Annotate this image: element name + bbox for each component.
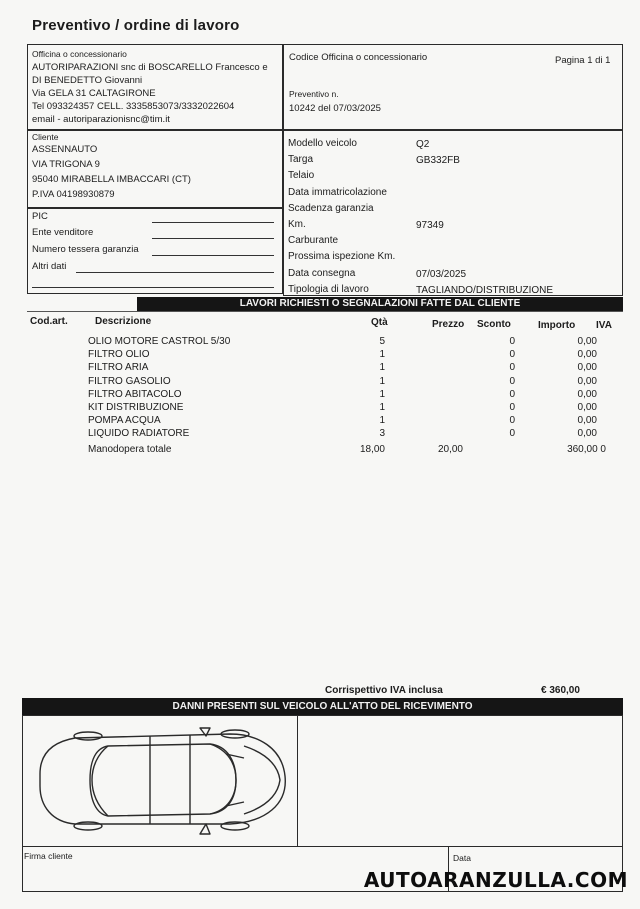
vehicle-field-label: Data immatricolazione [288,186,387,198]
work-item-amount: 0,00 [577,428,597,440]
work-item-row [0,427,640,440]
warranty-card-line [152,255,274,256]
pic-label: PIC [32,211,48,222]
work-section-title: LAVORI RICHIESTI O SEGNALAZIONI FATTE DAL CLIENTE [137,297,623,312]
quote-label: Preventivo n. [289,89,339,99]
work-item-amount: 0,00 [577,362,597,374]
labor-amount: 360,00 0 [567,444,606,455]
vehicle-field-label: Telaio [288,170,315,182]
vehicle-field-value: TAGLIANDO/DISTRIBUZIONE [416,284,554,296]
damages-bottom-rule [22,846,623,847]
work-item-row [0,414,640,427]
workshop-line: Tel 093324357 CELL. 3335853073/3332022604 [32,101,235,112]
client-line: ASSENNAUTO [32,144,98,155]
work-item-amount: 0,00 [577,349,597,361]
other-data-line-2 [32,287,274,288]
seller-line [152,238,274,239]
work-item-description: LIQUIDO RADIATORE [88,428,190,440]
labor-row [0,443,640,456]
work-item-discount: 0 [509,388,515,400]
vehicle-field-label: Carburante [288,235,339,247]
col-amount: Importo [538,320,576,331]
work-item-row [0,375,640,388]
client-line: VIA TRIGONA 9 [32,159,100,170]
other-data-label: Altri dati [32,261,67,272]
client-line: 95040 MIRABELLA IMBACCARI (CT) [32,174,191,185]
client-label: Cliente [32,132,59,142]
total-label: Corrispettivo IVA inclusa [325,685,443,696]
work-item-qty: 1 [379,388,385,400]
work-item-qty: 1 [379,362,385,374]
work-item-amount: 0,00 [577,402,597,413]
document-title: Preventivo / ordine di lavoro [32,17,240,34]
col-price: Prezzo [432,319,465,330]
work-item-row [0,401,640,414]
work-item-description: FILTRO ARIA [88,362,149,374]
work-item-discount: 0 [509,402,515,413]
damages-divider [297,715,298,846]
work-item-discount: 0 [509,336,515,347]
quote-value: 10242 del 07/03/2025 [289,103,381,114]
work-item-description: FILTRO ABITACOLO [88,388,182,400]
work-item-amount: 0,00 [577,415,597,427]
work-item-row [0,348,640,361]
col-description: Descrizione [95,316,152,327]
labor-description: Manodopera totale [88,444,172,455]
vehicle-field-label: Modello veicolo [288,138,357,149]
work-item-discount: 0 [509,375,515,387]
client-line: P.IVA 04198930879 [32,189,115,200]
vehicle-field-value: 07/03/2025 [416,268,467,280]
date-label: Data [453,853,471,863]
workshop-line: Via GELA 31 CALTAGIRONE [32,88,156,99]
workshop-line: DI BENEDETTO Giovanni [32,75,143,86]
work-item-qty: 3 [379,428,385,440]
work-item-row [0,361,640,374]
work-item-qty: 1 [379,375,385,387]
total-value: € 360,00 [541,685,580,696]
workshop-line: email - autoriparazionisnc@tim.it [32,114,170,125]
work-item-discount: 0 [509,415,515,427]
workshop-label: Officina o concessionario [32,49,127,59]
watermark-logo: AUTOARANZULLA.COM [363,868,628,892]
work-item-discount: 0 [509,362,515,374]
work-item-description: POMPA ACQUA [88,415,161,427]
work-item-row [0,335,640,348]
labor-qty: 18,00 [359,444,385,455]
work-item-discount: 0 [509,349,515,361]
work-item-description: OLIO MOTORE CASTROL 5/30 [88,336,231,347]
work-item-amount: 0,00 [577,388,597,400]
work-item-description: FILTRO GASOLIO [88,375,171,387]
workshop-line: AUTORIPARAZIONI snc di BOSCARELLO Francesco e [32,62,268,73]
vehicle-field-label: Prossima ispezione Km. [288,251,396,263]
car-outline-diagram [30,724,292,840]
vehicle-field-value: Q2 [416,139,430,150]
col-code: Cod.art. [30,316,68,327]
col-discount: Sconto [477,319,511,330]
other-data-line [76,272,274,273]
work-item-qty: 1 [379,415,385,427]
work-item-description: FILTRO OLIO [88,349,150,361]
seller-label: Ente venditore [32,227,94,238]
vehicle-field-value: GB332FB [416,155,460,167]
page-number: Pagina 1 di 1 [555,55,611,66]
damages-section-title: DANNI PRESENTI SUL VEICOLO ALL'ATTO DEL RICEVIMENTO [22,698,623,715]
work-item-amount: 0,00 [577,375,597,387]
work-item-amount: 0,00 [577,336,597,347]
vehicle-field-label: Km. [288,219,306,230]
work-item-discount: 0 [509,428,515,440]
signature-label: Firma cliente [24,851,73,861]
work-item-qty: 1 [379,349,385,361]
work-item-qty: 5 [379,336,385,347]
work-item-description: KIT DISTRIBUZIONE [88,402,184,413]
warranty-card-label: Numero tessera garanzia [32,244,139,255]
col-vat: IVA [596,320,612,331]
col-qty: Qtà [371,317,388,328]
work-item-row [0,388,640,401]
vehicle-field-value: 97349 [416,220,444,231]
labor-price: 20,00 [437,444,463,455]
work-section-rule [27,311,623,312]
vehicle-field-label: Targa [288,154,314,166]
workshop-code-label: Codice Officina o concessionario [289,52,428,63]
work-item-qty: 1 [379,402,385,413]
vehicle-field-label: Scadenza garanzia [288,202,374,214]
vehicle-field-label: Data consegna [288,267,356,279]
pic-line [152,222,274,223]
vehicle-field-label: Tipologia di lavoro [288,283,369,295]
